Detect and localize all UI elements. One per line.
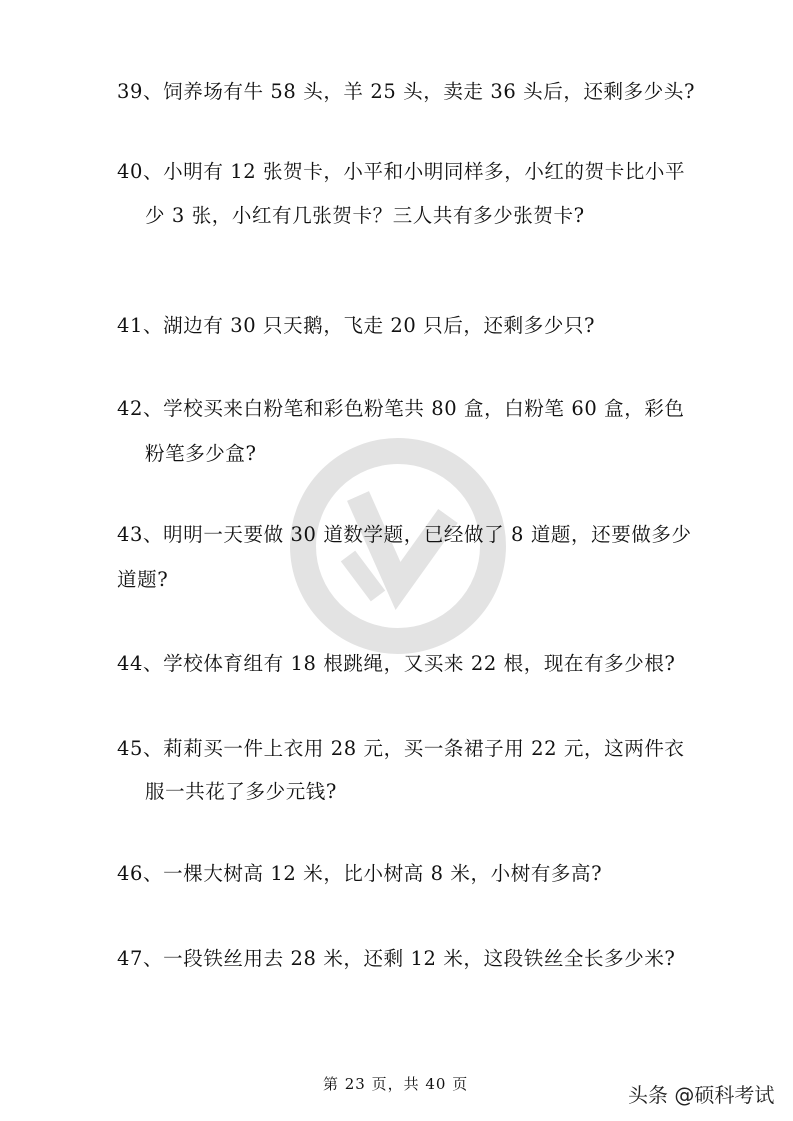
question-46-line-1: 46、一棵大树高 12 米，比小树高 8 米，小树有多高?	[117, 862, 603, 885]
question-43-line-2: 道题?	[117, 568, 169, 591]
question-40-line-2: 少 3 张，小红有几张贺卡？三人共有多少张贺卡?	[145, 204, 585, 227]
question-45-line-2: 服一共花了多少元钱?	[145, 780, 337, 803]
page-number: 第 23 页，共 40 页	[323, 1075, 469, 1093]
question-45-line-1: 45、莉莉买一件上衣用 28 元，买一条裙子用 22 元，这两件衣	[117, 737, 685, 760]
question-41-line-1: 41、湖边有 30 只天鹅，飞走 20 只后，还剩多少只?	[117, 314, 596, 337]
source-attribution: 头条 @硕科考试	[628, 1083, 775, 1107]
question-44-line-1: 44、学校体育组有 18 根跳绳，又买来 22 根，现在有多少根?	[117, 652, 676, 675]
question-40-line-1: 40、小明有 12 张贺卡，小平和小明同样多，小红的贺卡比小平	[117, 160, 686, 183]
question-39-line-1: 39、饲养场有牛 58 头，羊 25 头，卖走 36 头后，还剩多少头?	[117, 80, 695, 103]
question-43-line-1: 43、明明一天要做 30 道数学题，已经做了 8 道题，还要做多少	[117, 523, 692, 546]
question-42-line-2: 粉笔多少盒?	[145, 442, 257, 465]
question-47-line-1: 47、一段铁丝用去 28 米，还剩 12 米，这段铁丝全长多少米?	[117, 947, 676, 970]
question-42-line-1: 42、学校买来白粉笔和彩色粉笔共 80 盒，白粉笔 60 盒，彩色	[117, 397, 685, 420]
